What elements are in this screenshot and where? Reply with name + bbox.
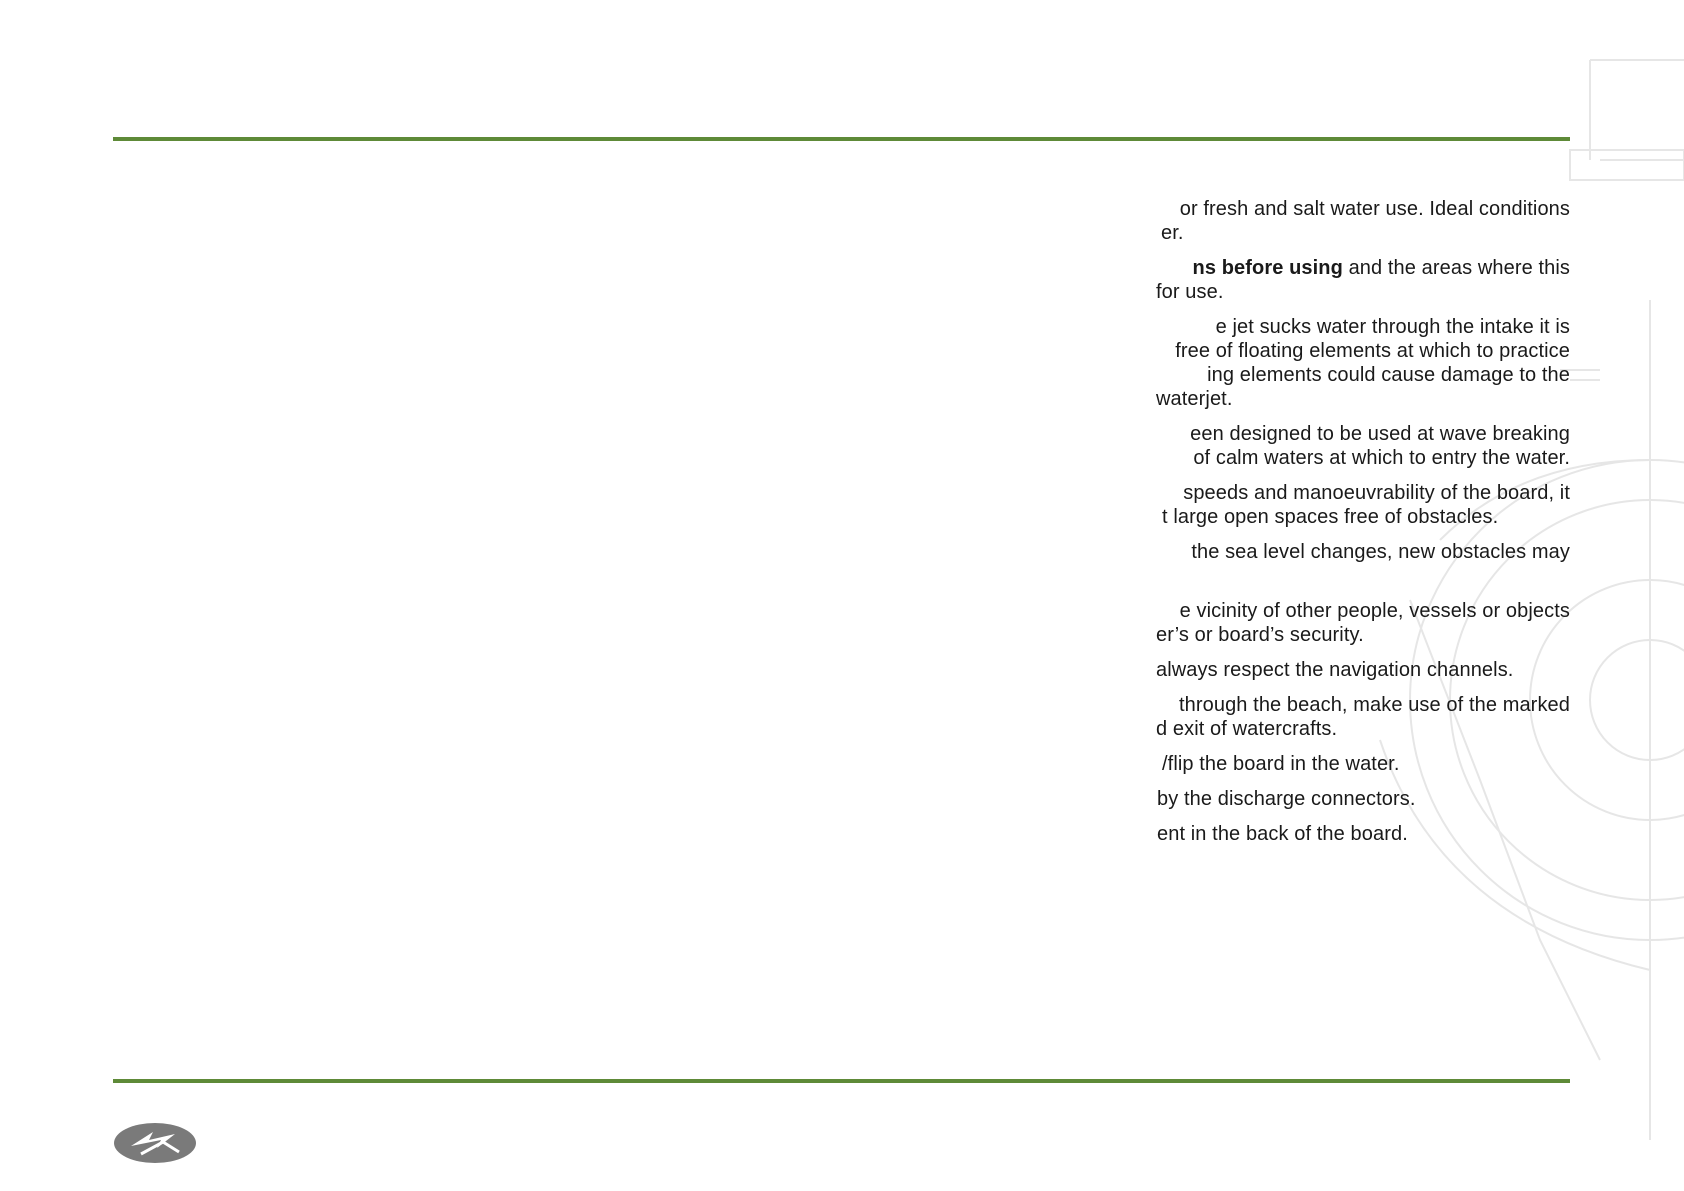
text-line: e vicinity of other people, vessels or objects (1179, 600, 1570, 622)
text-line: er’s or board’s security. (1156, 624, 1364, 646)
paragraph (1156, 658, 1570, 682)
paragraph (1156, 481, 1570, 529)
paragraph (1156, 197, 1570, 245)
text-line: e jet sucks water through the intake it is (1215, 316, 1570, 338)
text-line: always respect the navigation channels. (1156, 659, 1514, 681)
safety-text-column (1156, 197, 1570, 857)
text-line: speeds and manoeuvrability of the board, it (1183, 482, 1570, 504)
text-line: ent in the back of the board. (1157, 823, 1408, 845)
paragraph (1156, 693, 1570, 741)
paragraph (1156, 787, 1570, 811)
text-line: ing elements could cause damage to the (1207, 364, 1570, 386)
text-line (1156, 256, 1570, 280)
paragraph (1156, 752, 1570, 776)
text-line: by the discharge connectors. (1157, 788, 1416, 810)
paragraph (1156, 599, 1570, 647)
paragraph (1156, 540, 1570, 564)
bottom-divider (113, 1079, 1570, 1083)
top-divider (113, 137, 1570, 141)
brand-logo-icon (113, 1122, 197, 1164)
text-line: or fresh and salt water use. Ideal conditions (1179, 198, 1570, 220)
paragraph (1156, 315, 1570, 411)
text-line: waterjet. (1156, 388, 1233, 410)
bold-text: ns before using (1192, 257, 1343, 279)
text-line: free of floating elements at which to practice (1175, 340, 1570, 362)
paragraph (1156, 256, 1570, 304)
text-line: er. (1161, 222, 1184, 244)
paragraph (1156, 822, 1570, 846)
text-line: een designed to be used at wave breaking (1190, 423, 1570, 445)
text-fragment: and the areas where this (1342, 257, 1570, 279)
text-line: /flip the board in the water. (1162, 753, 1400, 775)
text-line: through the beach, make use of the marked (1178, 694, 1570, 716)
paragraph (1156, 422, 1570, 470)
text-line: the sea level changes, new obstacles may (1191, 541, 1570, 563)
text-line: of calm waters at which to entry the water. (1193, 447, 1570, 469)
text-line: for use. (1156, 281, 1224, 303)
text-line: d exit of watercrafts. (1156, 718, 1338, 740)
text-line: t large open spaces free of obstacles. (1162, 506, 1499, 528)
